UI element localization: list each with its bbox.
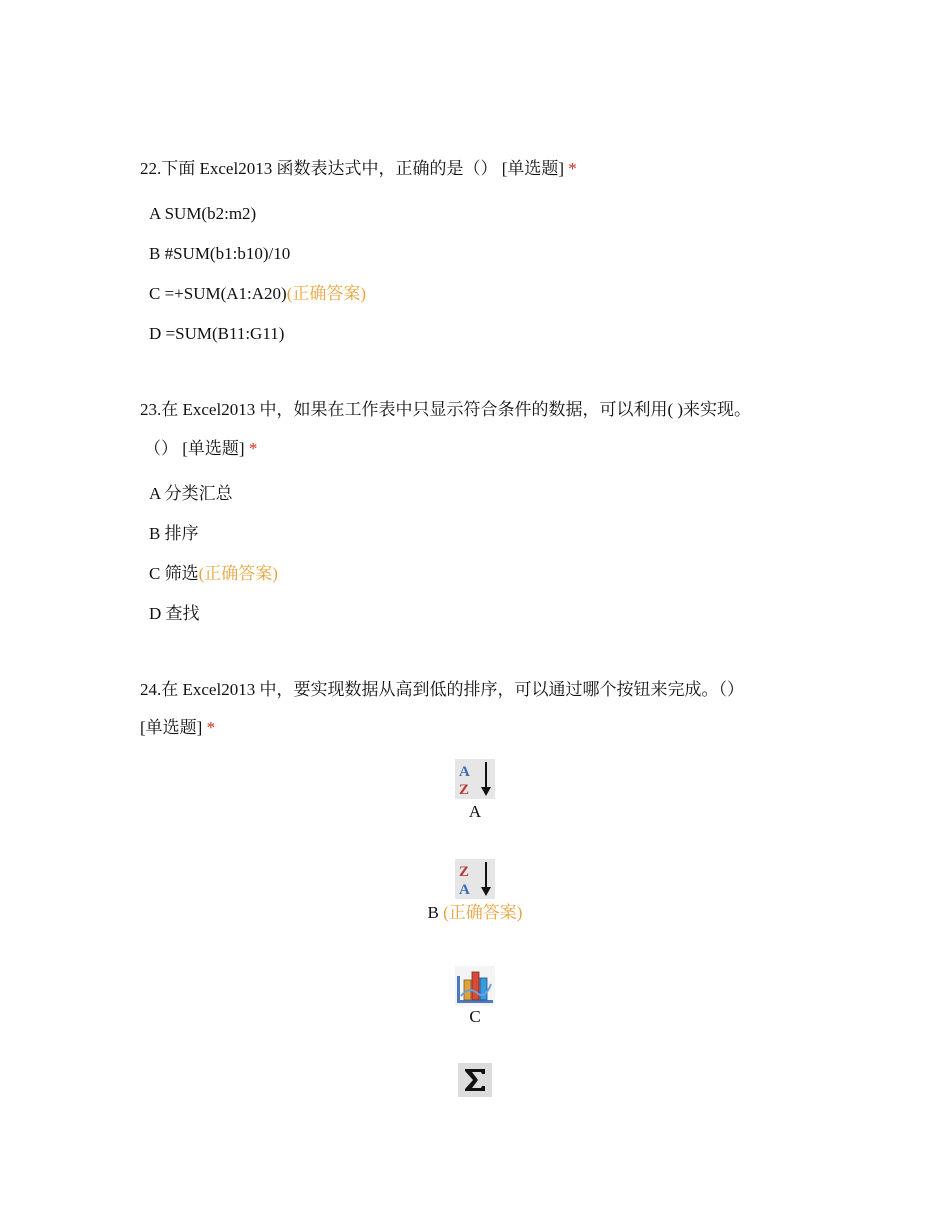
option-23-c[interactable]: C 筛选(正确答案)	[149, 564, 278, 583]
option-22-c[interactable]: C =+SUM(A1:A20)(正确答案)	[149, 284, 367, 303]
question-23-title: 23.在 Excel2013 中，如果在工作表中只显示符合条件的数据，可以利用( )来实现。	[140, 400, 752, 419]
option-24-c[interactable]	[0, 966, 950, 1011]
option-23-d[interactable]: D 查找	[149, 604, 200, 623]
question-24-title: 24.在 Excel2013 中，要实现数据从高到低的排序，可以通过哪个按钮来完成。（）	[140, 680, 744, 699]
option-24-b[interactable]	[0, 859, 950, 904]
autosum-sigma-icon	[458, 1063, 492, 1097]
sort-ascending-az-icon	[455, 759, 495, 799]
required-star: *	[248, 439, 258, 458]
svg-text:A: A	[459, 882, 470, 898]
option-24-a-label: A	[468, 802, 482, 821]
svg-text:Z: Z	[459, 864, 470, 880]
option-22-d[interactable]: D =SUM(B11:G11)	[149, 324, 285, 343]
question-24-title-line2: [单选题] *	[140, 718, 216, 737]
correct-answer-mark: (正确答案)	[443, 903, 523, 922]
option-23-b[interactable]: B 排序	[149, 524, 199, 543]
option-22-a[interactable]: A SUM(b2:m2)	[149, 204, 257, 223]
option-24-c-label: C	[469, 1007, 481, 1026]
question-23-title-line2: （） [单选题] *	[144, 439, 258, 458]
required-star: *	[206, 718, 216, 737]
correct-answer-mark: (正确答案)	[198, 564, 278, 583]
required-star: *	[568, 159, 577, 178]
option-22-b[interactable]: B #SUM(b1:b10)/10	[149, 244, 291, 263]
sort-descending-za-icon	[455, 859, 495, 899]
option-23-a[interactable]: A 分类汇总	[149, 484, 233, 503]
option-24-b-label: B (正确答案)	[427, 903, 523, 922]
option-24-a[interactable]	[0, 759, 950, 804]
chart-wizard-icon	[455, 966, 495, 1006]
correct-answer-mark: (正确答案)	[286, 284, 367, 303]
question-22-title: 22.下面 Excel2013 函数表达式中，正确的是（） [单选题] *	[140, 159, 577, 178]
svg-text:A: A	[459, 764, 470, 780]
svg-text:Z: Z	[459, 782, 470, 798]
option-24-d[interactable]	[0, 1063, 950, 1102]
